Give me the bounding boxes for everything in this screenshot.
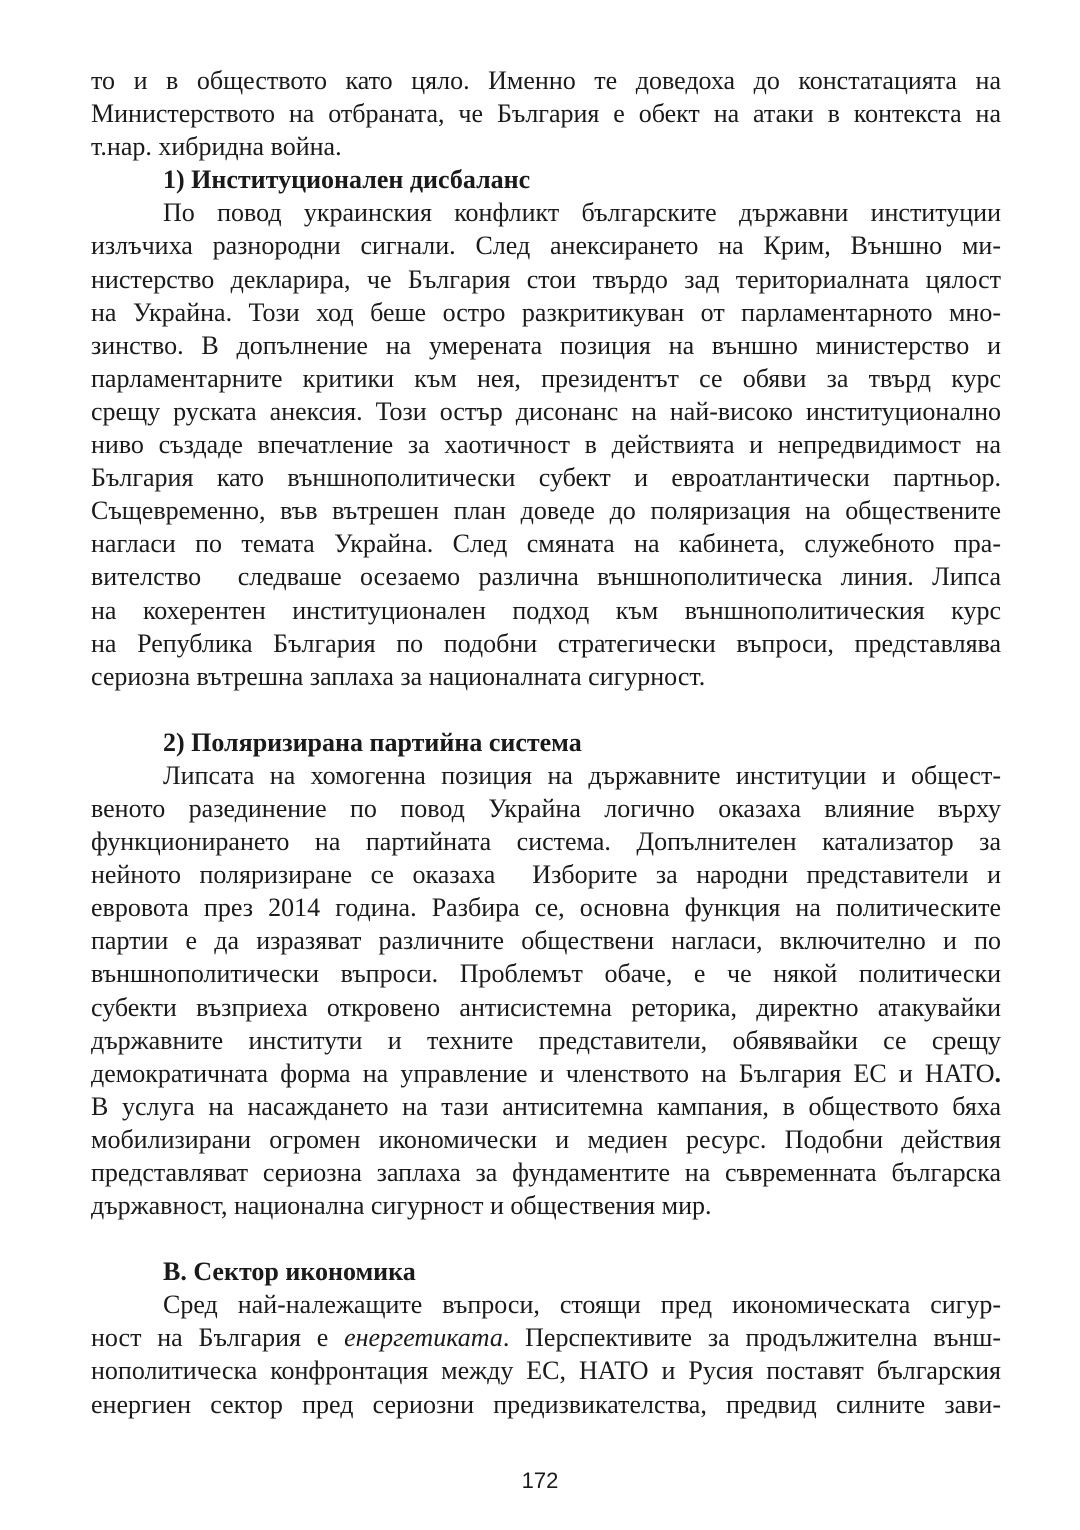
text-line: външнополитически въпроси. Проблемът обаче, е че някой политически <box>91 959 1001 989</box>
text-line: субекти възприеха откровено антисистемна реторика, директно атакувайки <box>91 992 1001 1022</box>
text-run: ност на България е <box>91 1323 345 1353</box>
text-line: В услуга на насаждането на тази антиситемна кампания, в обществото бяха <box>91 1091 1001 1121</box>
text-line: България като външнополитически субект и евроатлантически партньор. <box>91 463 1001 493</box>
text-line: нейното поляризиране се оказаха Изборите за народни представители и <box>91 860 1001 890</box>
text-line: на Украйна. Този ход беше остро разкритикуван от парламентарното мно- <box>91 297 1001 327</box>
section-heading-institutional-imbalance: 1) Институционален дисбаланс <box>163 165 531 195</box>
document-page <box>91 64 1001 1421</box>
page-number: 172 <box>521 1468 559 1493</box>
text-line: представляват сериозна заплаха за фундаментите на съвременната българска <box>91 1158 1001 1187</box>
text-line: енергиен сектор пред сериозни предизвикателства, предвид силните зави- <box>91 1389 1001 1419</box>
section2-paragraph <box>91 759 1001 1222</box>
paragraph-gap <box>91 693 1001 726</box>
section1-paragraph <box>91 196 1001 692</box>
text-line: срещу руската анексия. Този остър дисонанс на най-високо институционално <box>91 396 1001 426</box>
text-line: държавните институти и техните представители, обявявайки се срещу <box>91 1025 1001 1055</box>
text-run: демократичната форма на управление и членството на България ЕС и НАТО <box>91 1058 995 1088</box>
text-line: нагласи по темата Украйна. След смяната на кабинета, служебното пра- <box>91 529 1001 559</box>
text-line: ниво създаде впечатление за хаотичност в действията и непредвидимост на <box>91 430 1001 460</box>
text-line: излъчиха разнородни сигнали. След анексирането на Крим, Външно ми- <box>91 231 1001 261</box>
text-line: мобилизирани огромен икономически и медиен ресурс. Подобни действия <box>91 1124 1001 1154</box>
section3-paragraph <box>91 1288 1001 1420</box>
text-line: на кохерентен институционален подход към външнополитическия курс <box>91 595 1001 625</box>
bold-dot: . <box>994 1058 1001 1088</box>
text-line-with-emphasis <box>91 1321 1001 1354</box>
text-line: парламентарните критики към нея, президентът се обяви за твърд курс <box>91 363 1001 393</box>
text-line: зинство. В допълнение на умерената позиция на външно министерство и <box>91 330 1001 360</box>
paragraph-gap <box>91 1222 1001 1255</box>
text-line: евровота през 2014 година. Разбира се, основна функция на политическите <box>91 893 1001 923</box>
text-line: Министерството на отбраната, че България е обект на атаки в контекста на <box>91 99 1001 129</box>
text-run: . Перспективите за продължителна външ- <box>502 1323 1002 1353</box>
text-line: Същевременно, във вътрешен план доведе до поляризация на обществените <box>91 496 1001 526</box>
text-line: Сред най-належащите въпроси, стоящи пред икономическата сигур- <box>163 1290 1001 1320</box>
emphasized-word: енергетиката <box>344 1323 503 1353</box>
text-line: По повод украинския конфликт българските държавни институции <box>163 198 1001 228</box>
text-line: държавност, национална сигурност и обществения мир. <box>91 1191 712 1221</box>
section-heading-polarized-party-system: 2) Поляризирана партийна система <box>163 727 582 757</box>
text-line: функционирането на партийната система. Допълнителен катализатор за <box>91 827 1001 857</box>
text-line: вителство следваше осезаемо различна външнополитическа линия. Липса <box>91 562 1001 592</box>
text-line: нистерство декларира, че България стои твърдо зад териториалната цялост <box>91 264 1001 294</box>
text-line: Липсата на хомогенна позиция на държавните институции и общест- <box>163 760 1001 790</box>
text-line-with-bold-dot <box>91 1057 1001 1090</box>
text-line: сериозна вътрешна заплаха за националната сигурност. <box>91 661 706 691</box>
text-line: нополитическа конфронтация между ЕС, НАТО и Русия поставят българския <box>91 1356 1001 1386</box>
text-line: веното разединение по повод Украйна логично оказаха влияние върху <box>91 793 1001 823</box>
text-line: на Република България по подобни стратегически въпроси, представлява <box>91 628 1001 658</box>
text-line: партии е да изразяват различните обществени нагласи, включително и по <box>91 926 1001 956</box>
section-heading-economy-sector: B. Сектор икономика <box>163 1257 416 1287</box>
intro-paragraph <box>91 64 1001 163</box>
text-line: то и в обществото като цяло. Именно те доведоха до констатацията на <box>91 66 1001 95</box>
text-line: т.нар. хибридна война. <box>91 132 342 162</box>
